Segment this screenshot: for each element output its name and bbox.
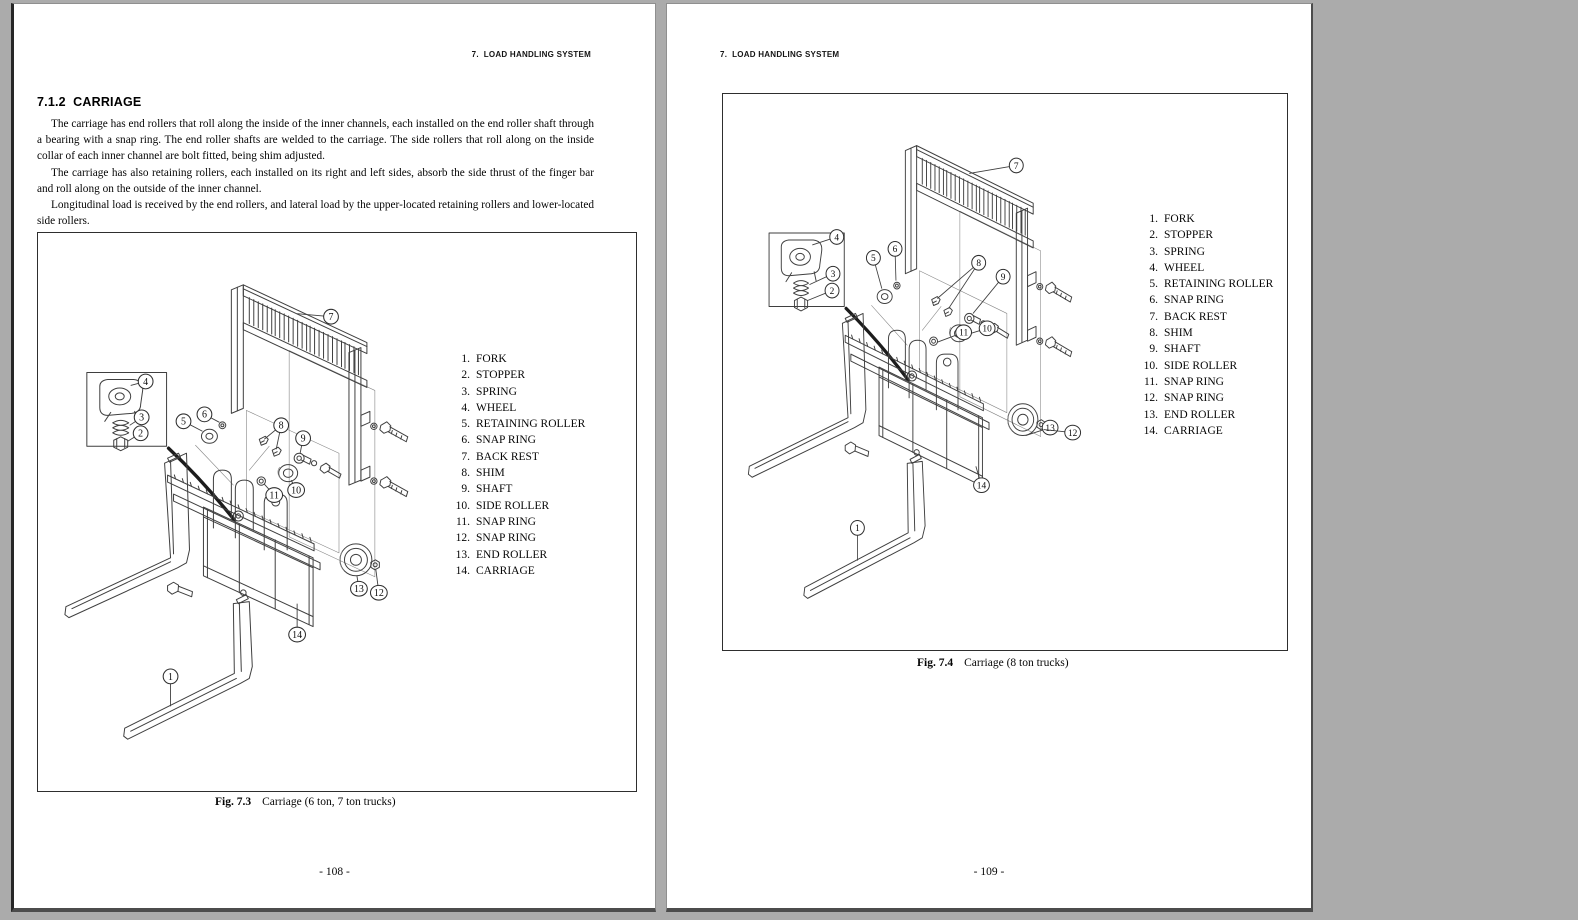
parts-list-item: 11. SNAP RING bbox=[456, 515, 536, 528]
svg-text:6: 6 bbox=[892, 244, 898, 256]
svg-text:7: 7 bbox=[328, 312, 334, 324]
parts-list-item: 6. SNAP RING bbox=[461, 434, 536, 447]
svg-text:4: 4 bbox=[834, 232, 840, 244]
parts-list-item: 2. STOPPER bbox=[1149, 229, 1214, 242]
callout-1 bbox=[163, 669, 178, 706]
svg-text:2: 2 bbox=[829, 285, 835, 298]
svg-text:6: 6 bbox=[201, 409, 207, 421]
callout-6 bbox=[197, 407, 219, 422]
svg-text:13: 13 bbox=[353, 584, 364, 596]
callout-1 bbox=[850, 521, 864, 561]
callout-4 bbox=[131, 374, 153, 389]
callout-2 bbox=[808, 283, 839, 300]
figure-caption bbox=[917, 657, 1069, 669]
svg-text:13: 13 bbox=[1045, 422, 1055, 435]
parts-list-item: 14. CARRIAGE bbox=[455, 564, 535, 577]
paragraph: The carriage has also retaining rollers, each installed on its right and left sides, absorb the side thrust of the finger bar and roll along on the outside of the inner channel. bbox=[37, 166, 594, 195]
paragraph: Longitudinal load is received by the end rollers, and lateral load by the upper-located retaining rollers and lower-located side rollers. bbox=[37, 199, 594, 228]
svg-text:5: 5 bbox=[181, 416, 187, 428]
figure-7-3 bbox=[37, 232, 637, 792]
callout-9 bbox=[973, 269, 1010, 313]
parts-list-item: 8. SHIM bbox=[1149, 327, 1193, 340]
callout-14 bbox=[289, 604, 306, 642]
parts-list-item: 2. STOPPER bbox=[461, 369, 526, 382]
callout-10 bbox=[288, 480, 305, 497]
figure-7-4 bbox=[722, 93, 1288, 651]
svg-text:14: 14 bbox=[292, 629, 303, 641]
parts-list-item: 11. SNAP RING bbox=[1144, 375, 1224, 388]
callout-13 bbox=[351, 576, 368, 596]
callout-8 bbox=[937, 255, 985, 308]
parts-list-item: 3. SPRING bbox=[461, 385, 517, 398]
parts-list bbox=[1141, 211, 1273, 439]
parts-list-item: 14. CARRIAGE bbox=[1143, 424, 1223, 437]
manual-page-109 bbox=[666, 3, 1313, 912]
parts-list-item: 4. WHEEL bbox=[461, 401, 517, 414]
figure-caption-text: Carriage (6 ton, 7 ton trucks) bbox=[262, 796, 396, 808]
parts-list bbox=[453, 351, 585, 579]
figure-label: Fig. 7.4 bbox=[917, 657, 954, 669]
svg-text:2: 2 bbox=[138, 428, 144, 440]
parts-list-item: 13. END ROLLER bbox=[1143, 408, 1236, 421]
running-header: 7. LOAD HANDLING SYSTEM bbox=[720, 50, 840, 59]
parts-list-item: 7. BACK REST bbox=[461, 450, 539, 463]
body-text bbox=[37, 116, 594, 229]
svg-text:8: 8 bbox=[976, 257, 982, 270]
section-title: 7.1.2 CARRIAGE bbox=[37, 95, 142, 109]
svg-text:12: 12 bbox=[1067, 427, 1078, 440]
callout-11 bbox=[264, 484, 282, 502]
callout-3 bbox=[809, 266, 839, 284]
svg-text:12: 12 bbox=[373, 588, 384, 600]
callout-4 bbox=[812, 230, 843, 245]
parts-list-item: 4. WHEEL bbox=[1149, 261, 1205, 274]
paragraph: The carriage has end rollers that roll along the inside of the inner channels, each installed on the end roller shaft through a bearing with a snap ring. The end roller shafts are welded to the carriage. The side rollers that roll along on the inside collar of each inner channel are bolt fitted, being shim adjusted. bbox=[37, 118, 594, 163]
parts-list-item: 10. SIDE ROLLER bbox=[1143, 359, 1238, 372]
svg-text:7: 7 bbox=[1013, 160, 1019, 172]
callout-2 bbox=[128, 426, 148, 441]
parts-list-item: 8. SHIM bbox=[461, 467, 505, 480]
svg-text:11: 11 bbox=[959, 327, 969, 339]
parts-list-item: 6. SNAP RING bbox=[1149, 294, 1224, 307]
svg-text:10: 10 bbox=[982, 323, 992, 335]
parts-list-item: 9. SHAFT bbox=[1149, 343, 1201, 356]
svg-text:5: 5 bbox=[871, 252, 876, 265]
svg-text:4: 4 bbox=[143, 376, 149, 388]
parts-list-item: 13. END ROLLER bbox=[455, 548, 548, 561]
callout-7 bbox=[969, 158, 1023, 173]
parts-list-item: 1. FORK bbox=[1149, 213, 1195, 225]
svg-text:11: 11 bbox=[269, 490, 280, 502]
running-header: 7. LOAD HANDLING SYSTEM bbox=[471, 50, 591, 59]
parts-list-item: 7. BACK REST bbox=[1149, 310, 1227, 323]
figure-caption bbox=[215, 796, 396, 808]
manual-page-108 bbox=[11, 3, 656, 912]
parts-list-item: 12. SNAP RING bbox=[455, 532, 536, 545]
parts-list-item: 10. SIDE ROLLER bbox=[455, 499, 550, 512]
svg-text:3: 3 bbox=[830, 268, 836, 281]
page-number: - 108 - bbox=[319, 866, 350, 878]
svg-text:1: 1 bbox=[855, 523, 860, 535]
parts-list-item: 9. SHAFT bbox=[461, 483, 513, 496]
callout-3 bbox=[130, 410, 149, 425]
svg-text:1: 1 bbox=[168, 671, 174, 683]
svg-text:8: 8 bbox=[278, 420, 284, 432]
svg-text:9: 9 bbox=[1000, 271, 1006, 284]
figure-caption-text: Carriage (8 ton trucks) bbox=[964, 657, 1069, 669]
svg-text:10: 10 bbox=[291, 485, 302, 497]
svg-text:9: 9 bbox=[300, 433, 306, 445]
parts-list-item: 5. RETAINING ROLLER bbox=[461, 418, 586, 431]
parts-list-item: 1. FORK bbox=[461, 353, 507, 365]
page-number: - 109 - bbox=[973, 866, 1005, 878]
callout-12 bbox=[370, 570, 387, 600]
callout-6 bbox=[888, 242, 902, 281]
figure-label: Fig. 7.3 bbox=[215, 796, 252, 808]
parts-list-item: 5. RETAINING ROLLER bbox=[1149, 278, 1274, 291]
callout-5 bbox=[866, 250, 881, 288]
callout-8 bbox=[264, 418, 288, 449]
svg-text:3: 3 bbox=[139, 412, 145, 424]
svg-text:14: 14 bbox=[976, 480, 987, 492]
parts-list-item: 3. SPRING bbox=[1149, 245, 1205, 258]
callout-14 bbox=[974, 466, 990, 492]
callout-9 bbox=[296, 431, 311, 453]
parts-list-item: 12. SNAP RING bbox=[1143, 392, 1224, 405]
